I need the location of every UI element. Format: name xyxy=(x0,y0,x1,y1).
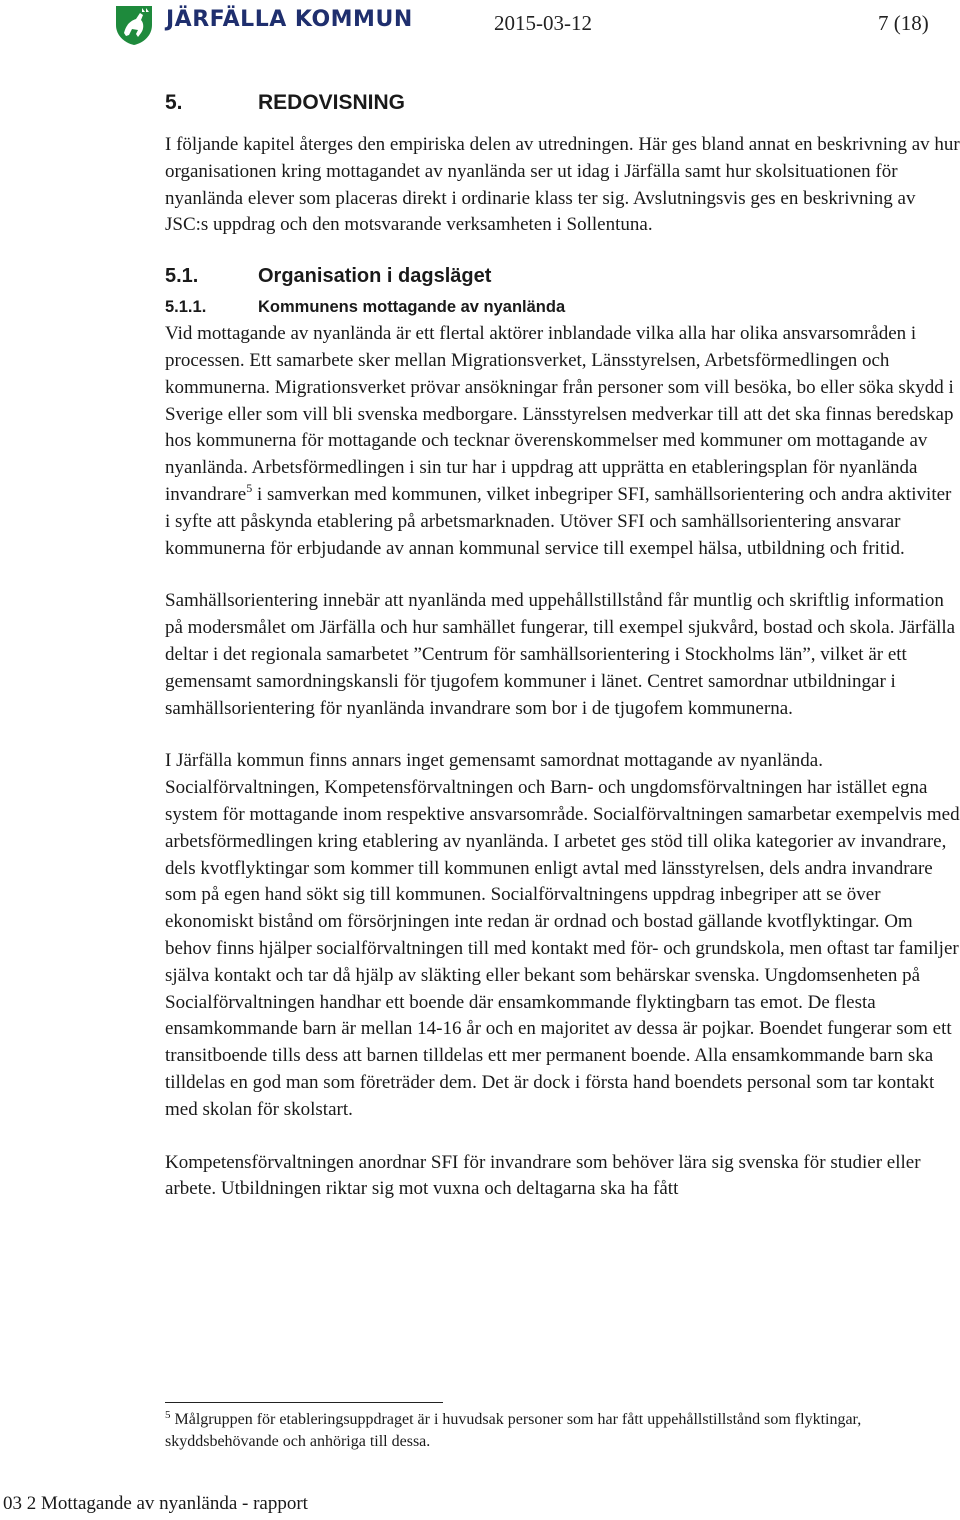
municipality-logo-text: JÄRFÄLLA KOMMUN xyxy=(166,7,413,32)
subsubsection-number: 5.1.1. xyxy=(165,298,207,317)
footnote-divider xyxy=(165,1402,443,1403)
document-date: 2015-03-12 xyxy=(494,11,592,35)
subsection-title: Organisation i dagsläget xyxy=(258,265,492,288)
paragraph-2: Samhällsorientering innebär att nyanlända med uppehållstillstånd får muntlig och skriftlig information på modersmålet om Järfälla och hur samhället fungerar, till exempel sjukvård, bostad och skola. Järfälla deltar i det regionala samarbetet ”Centrum för samhällsorientering i Stockholms län”, vilket är ett gemensamt samordningskansli för tjugofem kommuner i länet. Centret samordnar utbildningar i samhällsorientering för nyanlända invandrare som bor i de tjugofem kommunerna. xyxy=(165,590,956,719)
section-title: REDOVISNING xyxy=(258,91,406,114)
page-header xyxy=(0,0,960,50)
intro-paragraph: I följande kapitel återges den empiriska delen av utredningen. Här ges bland annat en beskrivning av hur organisationen kring mottagandet av nyanlända ser ut idag i Järfälla samt hur skolsituationen för nyanlända elever som placeras direkt i ordinarie klass ter sig. Avslutningsvis ges en beskrivning av JSC:s uppdrag och den motsvarande verksamheten i Sollentuna. xyxy=(165,134,960,236)
paragraph-1-part-b: i samverkan med kommunen, vilket inbegriper SFI, samhällsorientering och andra aktiviter i syfte att påskynda etablering på arbetsmarknaden. Utöver SFI och samhällsorientering ansvarar kommunerna för erbjudande av annan kommunal service till exempel hälsa, utbildning och fritid. xyxy=(165,483,952,559)
section-number: 5. xyxy=(165,91,183,114)
page-footer: 03 2 Mottagande av nyanlända - rapport xyxy=(3,1493,308,1514)
paragraph-1-part-a: Vid mottagande av nyanlända är ett flertal aktörer inblandade vilka alla har olika ansvarsområden i processen. Ett samarbete sker mellan Migrationsverket, Länsstyrelsen, Arbetsförmedlingen och kommunerna. Migrationsverket prövar ansökningar från personer som vill besöka, bo eller söka skydd i Sverige eller som vill bli svenska medborgare. Länsstyrelsen medverkar till att det ska finnas beredskap hos kommunerna för mottagande och tecknar överenskommelser med kommuner om mottagande av nyanlända. Arbetsförmedlingen i sin tur har i uppdrag att upprätta en etableringsplan för nyanlända invandrare xyxy=(165,323,954,505)
footnote-text: Målgruppen för etableringsuppdraget är i huvudsak personer som har fått uppehållstillstånd som flyktingar, skyddsbehövande och anhöriga till dessa. xyxy=(165,1411,862,1450)
subsubsection-heading xyxy=(165,293,960,321)
paragraph-1 xyxy=(165,321,960,562)
footnote xyxy=(165,1409,955,1453)
document-body xyxy=(165,88,960,1203)
page-number: 7 (18) xyxy=(878,11,929,35)
paragraph-4: Kompetensförvaltningen anordnar SFI för invandrare som behöver lära sig svenska för studier eller arbete. Utbildningen riktar sig mot vuxna och deltagarna ska ha fått xyxy=(165,1151,921,1200)
jarfalla-coat-of-arms-icon xyxy=(112,3,156,47)
section-heading xyxy=(165,88,960,118)
footnote-reference[interactable]: 5 xyxy=(246,480,253,495)
subsection-heading xyxy=(165,261,960,291)
footnote-mark: 5 xyxy=(165,1409,171,1421)
paragraph-3: I Järfälla kommun finns annars inget gemensamt samordnat mottagande av nyanlända. Socialförvaltningen, Kompetensförvaltningen och Barn- och ungdomsförvaltningen har istället egna system för mottagande inom respektive ansvarsområde. Socialförvaltningen samarbetar exempelvis med arbetsförmedlingen kring etablering av nyanlända. I arbetet ges stöd till olika kategorier av invandrare, dels kvotflyktingar som kommer till kommunen enligt avtal med länsstyrelsen, dels andra invandrare som på egen hand sökt sig till kommunen. Socialförvaltningens uppdrag inbegriper att se över ekonomiskt bistånd om försörjningen inte redan är ordnad och bostad gällande kvotflyktingar. Om behov finns hjälper socialförvaltningen till med kontakt med för- och grundskola, men oftast tar familjer själva kontakt och tar då hjälp av släkting eller bekant som behärskar svenska. Ungdomsenheten på Socialförvaltningen handhar ett boende där ensamkommande flyktingbarn tas emot. De flesta ensamkommande barn är mellan 14-16 år och en majoritet av dessa är pojkar. Boendet fungerar som ett transitboende tills dess att barnen tilldelas ett mer permanent boende. Alla ensamkommande barn ska tilldelas en god man som företräder dem. Det är dock i första hand boendets personal som tar kontakt med skolan för skolstart. xyxy=(165,750,960,1120)
subsubsection-title: Kommunens mottagande av nyanlända xyxy=(258,298,566,317)
subsection-number: 5.1. xyxy=(165,265,199,288)
